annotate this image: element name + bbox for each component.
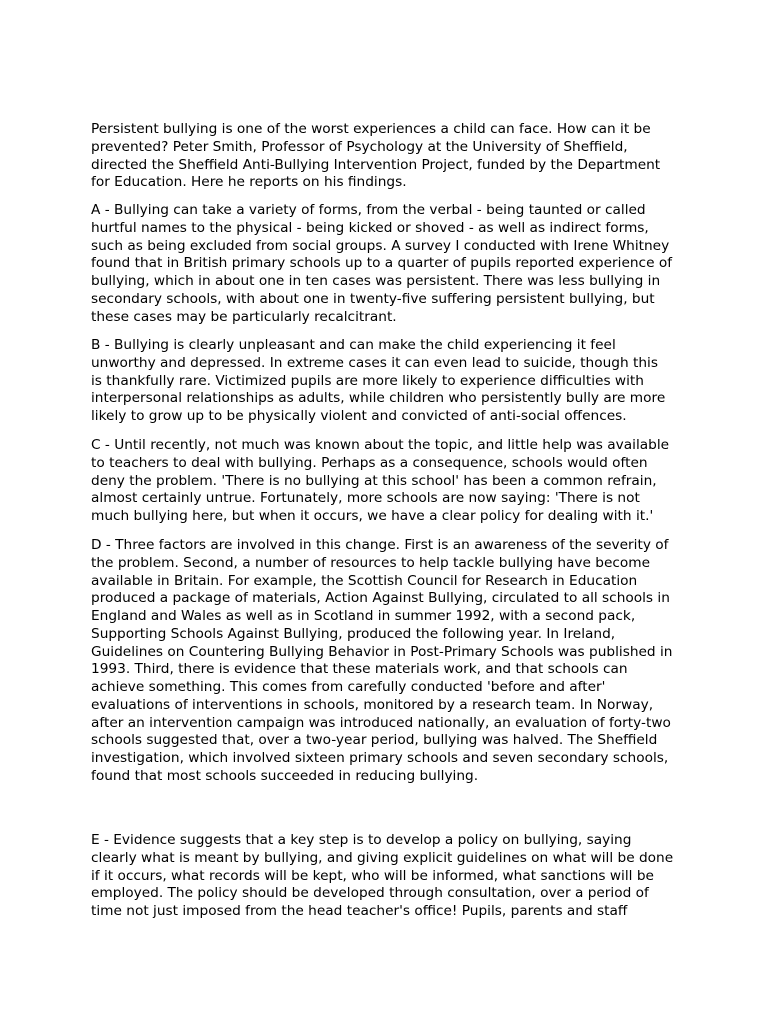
text-line: deny the problem. 'There is no bullying at this school' has been a common refrain,: [91, 472, 657, 489]
text-line: time not just imposed from the head teacher's office! Pupils, parents and staff: [91, 903, 628, 919]
text-line: 1993. Third, there is evidence that these materials work, and that schools can: [91, 661, 628, 678]
paragraph-a: [91, 202, 683, 326]
text-line: unworthy and depressed. In extreme cases it can even lead to suicide, though this: [91, 354, 658, 371]
text-line: Supporting Schools Against Bullying, produced the following year. In Ireland,: [91, 625, 616, 642]
text-line: prevented? Peter Smith, Professor of Psychology at the University of Sheffield,: [91, 138, 628, 155]
text-line: evaluations of interventions in schools, monitored by a research team. In Norway,: [91, 696, 654, 713]
text-line: Guidelines on Countering Bullying Behavior in Post-Primary Schools was published in: [91, 643, 673, 660]
text-line: to teachers to deal with bullying. Perhaps as a consequence, schools would often: [91, 454, 648, 471]
text-line: available in Britain. For example, the Scottish Council for Research in Education: [91, 572, 638, 589]
text-line: produced a package of materials, Action Against Bullying, circulated to all schools in: [91, 590, 670, 607]
text-line: C - Until recently, not much was known about the topic, and little help was available: [91, 437, 670, 453]
text-line: almost certainly untrue. Fortunately, more schools are now saying: 'There is not: [91, 490, 640, 507]
text-line: if it occurs, what records will be kept, who will be informed, what sanctions will be: [91, 867, 654, 884]
text-line: after an intervention campaign was introduced nationally, an evaluation of forty-two: [91, 714, 671, 731]
text-line: schools suggested that, over a two-year period, bullying was halved. The Sheffield: [91, 732, 658, 749]
paragraph-c: [91, 437, 683, 526]
text-line: found that most schools succeeded in reducing bullying.: [91, 767, 479, 784]
text-line: bullying, which in about one in ten cases was persistent. There was less bullying in: [91, 273, 661, 289]
text-line: interpersonal relationships as adults, while children who persistently bully are more: [91, 390, 666, 407]
paragraph-e: [91, 832, 683, 921]
text-line: B - Bullying is clearly unpleasant and can make the child experiencing it feel: [91, 337, 616, 353]
text-line: much bullying here, but when it occurs, we have a clear policy for dealing with it.': [91, 508, 654, 524]
text-line: achieve something. This comes from carefully conducted 'before and after': [91, 679, 606, 695]
text-line: D - Three factors are involved in this change. First is an awareness of the severity of: [91, 537, 669, 553]
text-line: England and Wales as well as in Scotland in summer 1992, with a second pack,: [91, 608, 636, 624]
text-line: is thankfully rare. Victimized pupils are more likely to experience difficulties with: [91, 372, 644, 389]
text-line: found that in British primary schools up to a quarter of pupils reported experience of: [91, 255, 673, 272]
text-line: A - Bullying can take a variety of forms, from the verbal - being taunted or called: [91, 202, 646, 218]
paragraph-d: [91, 537, 683, 786]
text-line: hurtful names to the physical - being kicked or shoved - as well as indirect forms,: [91, 219, 649, 236]
text-line: clearly what is meant by bullying, and giving explicit guidelines on what will be done: [91, 849, 674, 866]
text-line: the problem. Second, a number of resources to help tackle bullying have become: [91, 554, 651, 571]
text-line: these cases may be particularly recalcitrant.: [91, 308, 397, 325]
text-line: E - Evidence suggests that a key step is to develop a policy on bullying, saying: [91, 832, 632, 848]
text-line: Persistent bullying is one of the worst experiences a child can face. How can it be: [91, 121, 651, 137]
text-line: such as being excluded from social groups. A survey I conducted with Irene Whitney: [91, 237, 670, 254]
intro-paragraph: [91, 121, 683, 192]
text-line: for Education. Here he reports on his findings.: [91, 174, 407, 191]
text-line: directed the Sheffield Anti-Bullying Intervention Project, funded by the Department: [91, 156, 661, 173]
paragraph-b: [91, 337, 683, 426]
text-line: employed. The policy should be developed through consultation, over a period of: [91, 885, 649, 902]
text-line: secondary schools, with about one in twenty-five suffering persistent bullying, but: [91, 290, 655, 307]
text-line: investigation, which involved sixteen primary schools and seven secondary schools,: [91, 750, 669, 766]
text-line: likely to grow up to be physically violent and convicted of anti-social offences.: [91, 408, 627, 424]
